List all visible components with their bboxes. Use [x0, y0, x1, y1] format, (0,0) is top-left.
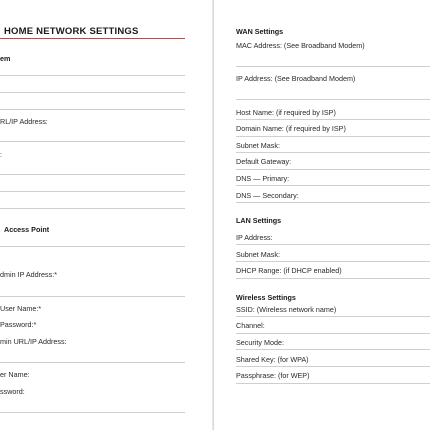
page-title: HOME NETWORK SETTINGS	[4, 26, 139, 37]
field-label-wan-subnet-mask: Subnet Mask:	[236, 141, 280, 150]
write-in-line	[236, 66, 430, 67]
write-in-line	[0, 141, 185, 142]
field-label-router-password: ssword:	[0, 387, 25, 396]
wireless-settings-heading: Wireless Settings	[236, 293, 296, 302]
write-in-line	[236, 316, 430, 317]
field-label-wan-ip-address: IP Address: (See Broadband Modem)	[236, 74, 356, 83]
write-in-line	[236, 202, 430, 203]
field-label-lan-ip-address: IP Address:	[236, 233, 273, 242]
write-in-line	[0, 174, 185, 175]
title-divider	[0, 38, 185, 39]
write-in-line	[0, 92, 185, 93]
field-label-ssid: SSID: (Wireless network name)	[236, 305, 337, 314]
write-in-line	[236, 99, 430, 100]
write-in-line	[236, 169, 430, 170]
right-page	[214, 0, 430, 430]
write-in-line	[0, 109, 185, 110]
field-label-lan-subnet-mask: Subnet Mask:	[236, 250, 280, 259]
write-in-line	[236, 333, 430, 334]
write-in-line	[236, 349, 430, 350]
field-label-channel: Channel:	[236, 321, 265, 330]
field-label-passphrase: Passphrase: (for WEP)	[236, 371, 310, 380]
write-in-line	[0, 75, 185, 76]
field-label-domain-name: Domain Name: (if required by ISP)	[236, 124, 346, 133]
write-in-line	[0, 362, 185, 363]
write-in-line	[0, 208, 185, 209]
field-label-mac-address: MAC Address: (See Broadband Modem)	[236, 41, 365, 50]
write-in-line	[0, 412, 185, 413]
write-in-line	[236, 244, 430, 245]
write-in-line	[0, 246, 185, 247]
write-in-line	[236, 261, 430, 262]
write-in-line	[236, 278, 430, 279]
wan-settings-heading: WAN Settings	[236, 27, 284, 36]
write-in-line	[236, 119, 430, 120]
modem-section-heading: em	[0, 54, 11, 63]
field-label-admin-ip-address: dmin IP Address:*	[0, 270, 57, 279]
field-label-modem-other: :	[0, 150, 2, 159]
field-label-admin-url-ip-address: min URL/IP Address:	[0, 337, 67, 346]
write-in-line	[236, 383, 430, 384]
field-label-dhcp-range: DHCP Range: (if DHCP enabled)	[236, 266, 342, 275]
field-label-shared-key: Shared Key: (for WPA)	[236, 355, 309, 364]
write-in-line	[236, 152, 430, 153]
field-label-password: Password:*	[0, 320, 37, 329]
field-label-host-name: Host Name: (if required by ISP)	[236, 108, 336, 117]
field-label-dns-primary: DNS — Primary:	[236, 174, 290, 183]
lan-settings-heading: LAN Settings	[236, 216, 282, 225]
write-in-line	[236, 185, 430, 186]
left-page	[0, 0, 213, 430]
write-in-line	[0, 296, 185, 297]
write-in-line	[236, 366, 430, 367]
field-label-security-mode: Security Mode:	[236, 338, 284, 347]
field-label-dns-secondary: DNS — Secondary:	[236, 191, 299, 200]
field-label-user-name: User Name:*	[0, 304, 42, 313]
field-label-url-ip-address: RL/IP Address:	[0, 117, 48, 126]
write-in-line	[236, 136, 430, 137]
write-in-line	[0, 191, 185, 192]
access-point-section-heading: Access Point	[4, 225, 50, 234]
field-label-router-name: er Name:	[0, 370, 30, 379]
field-label-default-gateway: Default Gateway:	[236, 157, 292, 166]
